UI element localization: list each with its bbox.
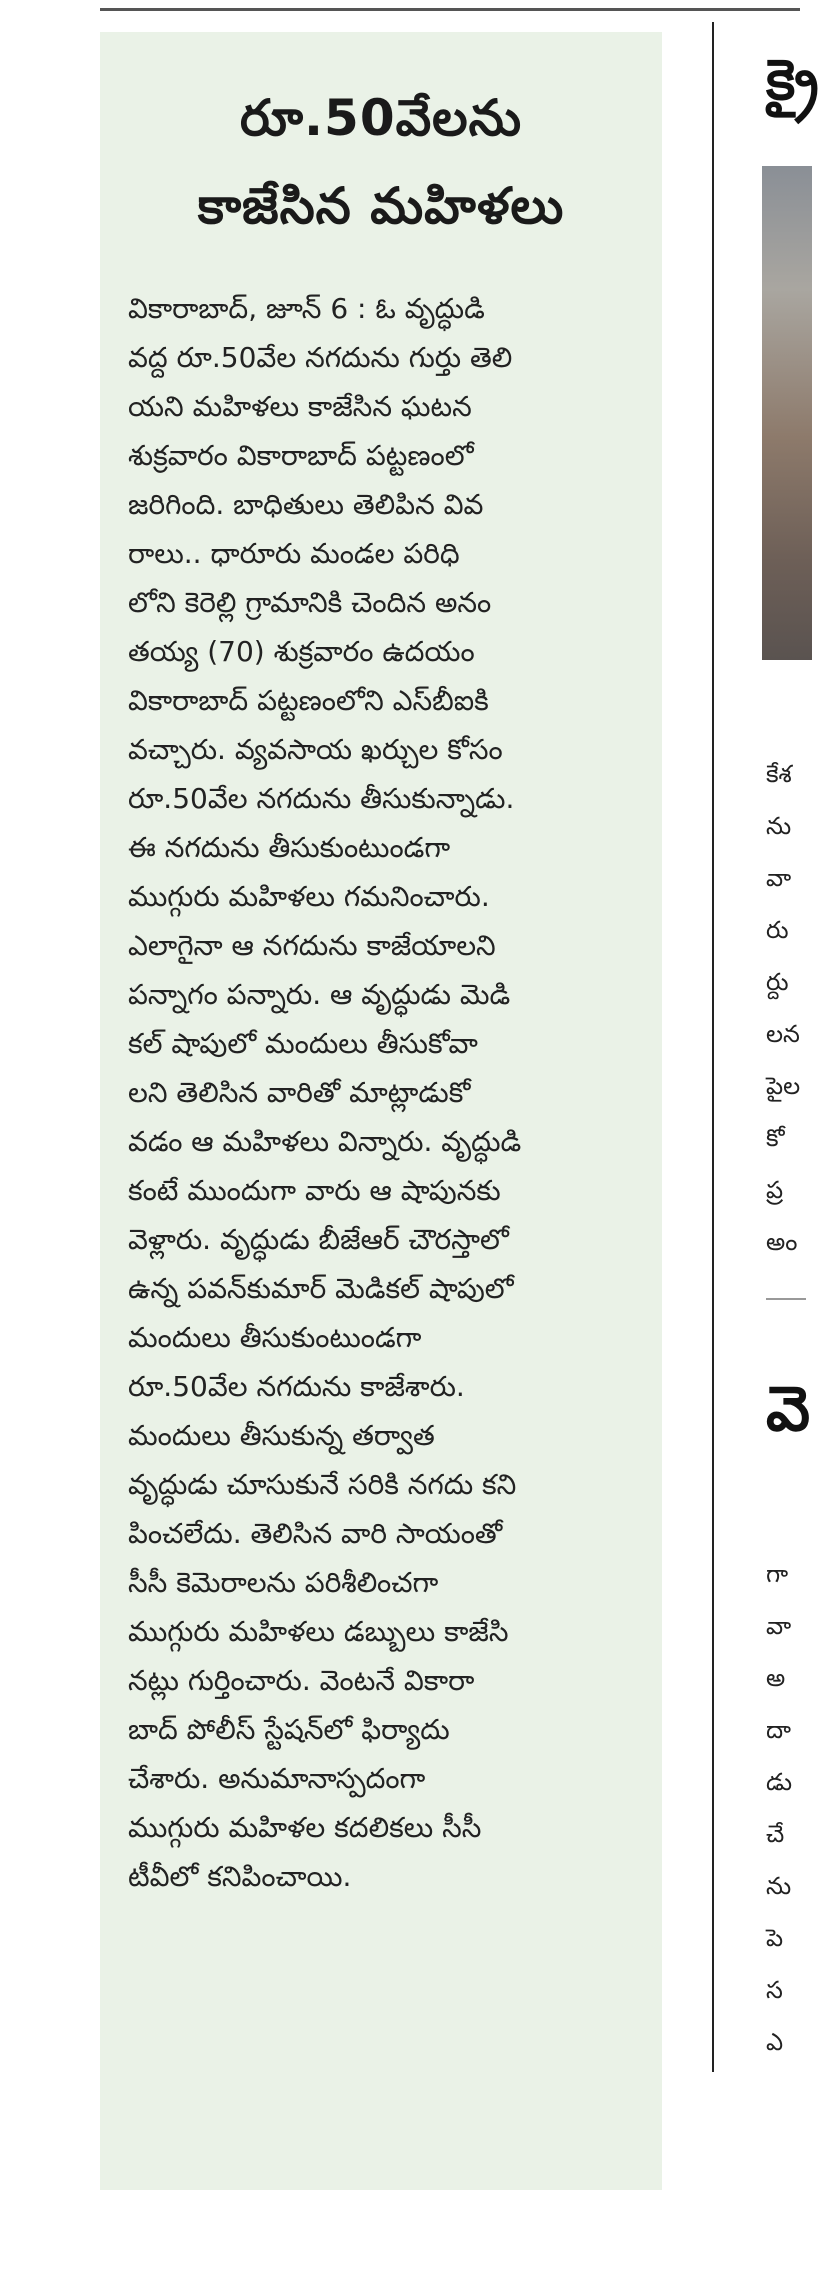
adjacent-text-line: కో (766, 1124, 785, 1152)
adjacent-text-line: అ (766, 1664, 786, 1692)
adjacent-separator (766, 1298, 806, 1300)
adjacent-text-line: ఎ (766, 2028, 784, 2056)
adjacent-text-line: అం (766, 1228, 798, 1256)
adjacent-text-line: ర్దు (766, 968, 789, 996)
adjacent-article-clipped (752, 0, 819, 2276)
article-headline (128, 74, 634, 250)
adjacent-text-line: వా (766, 864, 792, 892)
adjacent-text-line: లన (766, 1020, 800, 1048)
top-rule (100, 8, 800, 11)
adjacent-text-line: ను (766, 1872, 792, 1900)
article-box (100, 32, 662, 2190)
adjacent-text-line: ప్ర (766, 1176, 784, 1204)
adjacent-text-line: స (766, 1976, 783, 2004)
adjacent-text-line: రు (766, 916, 789, 944)
adjacent-headline: క్రై (766, 48, 819, 113)
adjacent-text-line: కేశ (766, 760, 792, 788)
adjacent-photo (762, 166, 812, 660)
adjacent-headline-2: వె (766, 1372, 811, 1445)
column-divider (712, 22, 714, 2072)
adjacent-text-line: డు (766, 1768, 793, 1796)
headline-line-2: కాజేసిన మహిళలు (197, 177, 565, 235)
adjacent-text-line: దా (766, 1716, 791, 1744)
headline-line-1: రూ.50వేలను (239, 89, 523, 147)
adjacent-text-line: ను (766, 812, 792, 840)
adjacent-text-line: చే (766, 1820, 785, 1848)
adjacent-text-line: వా (766, 1612, 792, 1640)
adjacent-text-line: గా (766, 1560, 789, 1588)
adjacent-text-line: పె (766, 1924, 784, 1952)
adjacent-text-line: పైల (766, 1072, 801, 1100)
article-body: వికారాబాద్, జూన్ 6 : ఓ వృద్ధుడి వద్ద రూ.50వేల నగదును గుర్తు తెలి యని మహిళలు కాజేసిన ఘటన శుక్రవారం వికారాబాద్ పట్టణంలో జరిగింది. బాధితులు తెలిపిన వివ రాలు.. ధారూరు మండల పరిధి లోని కెరెల్లి గ్రామానికి చెందిన అనం తయ్య (70) శుక్రవారం ఉదయం వికారాబాద్ పట్టణంలోని ఎస్‌బీఐకి వచ్చారు. వ్యవసాయ ఖర్చుల కోసం రూ.50వేల నగదును తీసుకున్నాడు. ఈ నగదును తీసుకుంటుండగా ముగ్గురు మహిళలు గమనించారు. ఎలాగైనా ఆ నగదును కాజేయాలని పన్నాగం పన్నారు. ఆ వృద్ధుడు మెడి కల్ షాపులో మందులు తీసుకోవా లని తెలిసిన వారితో మాట్లాడుకో వడం ఆ మహిళలు విన్నారు. వృద్ధుడి కంటే ముందుగా వారు ఆ షాపునకు వెళ్లారు. వృద్ధుడు బీజేఆర్ చౌరస్తాలో ఉన్న పవన్‌కుమార్ మెడికల్ షాపులో మందులు తీసుకుంటుండగా రూ.50వేల నగదును కాజేశారు. మందులు తీసుకున్న తర్వాత వృద్ధుడు చూసుకునే సరికి నగదు కని పించలేదు. తెలిసిన వారి సాయంతో సీసీ కెమెరాలను పరిశీలించగా ముగ్గురు మహిళలు డబ్బులు కాజేసి నట్లు గుర్తించారు. వెంటనే వికారా బాద్ పోలీస్ స్టేషన్‌లో ఫిర్యాదు చేశారు. అనుమానాస్పదంగా ముగ్గురు మహిళల కదలికలు సీసీ టీవీలో కనిపించాయి. (128, 292, 522, 1893)
